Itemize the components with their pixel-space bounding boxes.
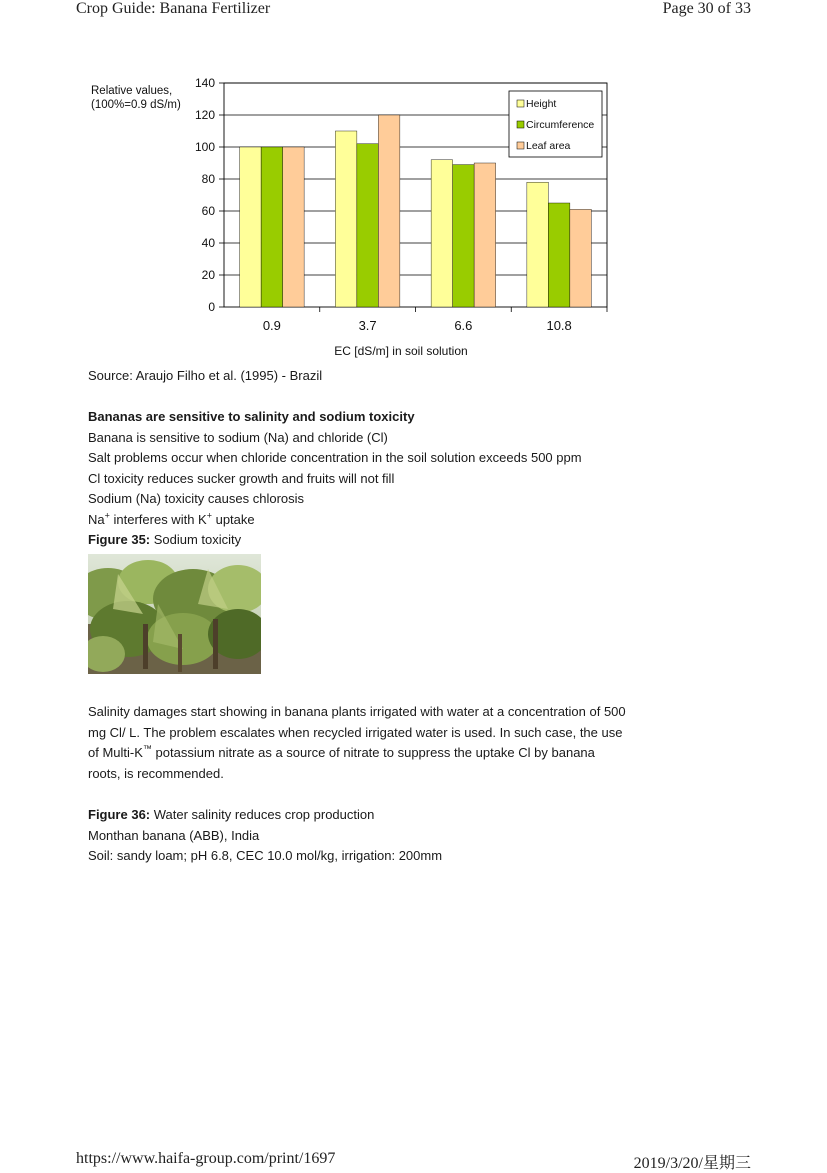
bar-circumference bbox=[357, 144, 379, 307]
header-title: Crop Guide: Banana Fertilizer bbox=[76, 0, 271, 17]
text-line: Monthan banana (ABB), India bbox=[88, 827, 260, 843]
y-axis-label: Relative values, bbox=[91, 85, 173, 97]
bar-height bbox=[240, 147, 262, 307]
legend-label: Circumference bbox=[526, 119, 595, 131]
sodium-toxicity-photo bbox=[88, 554, 261, 674]
bar-height bbox=[527, 182, 549, 307]
x-tick-label: 6.6 bbox=[454, 318, 473, 333]
text-line: Soil: sandy loam; pH 6.8, CEC 10.0 mol/kg, irrigation: 200mm bbox=[88, 848, 443, 863]
ec-relative-values-bar-chart bbox=[88, 72, 628, 362]
legend-label: Height bbox=[526, 98, 557, 110]
paragraph-block bbox=[88, 702, 628, 784]
text-line: Sodium (Na) toxicity causes chlorosis bbox=[88, 491, 305, 506]
bar-leaf-area bbox=[378, 115, 400, 307]
bar-leaf-area bbox=[283, 147, 305, 307]
y-tick-label: 0 bbox=[208, 300, 215, 314]
bar-leaf-area bbox=[474, 163, 496, 307]
content-block bbox=[88, 366, 628, 551]
bar-height bbox=[335, 131, 357, 307]
bar-leaf-area bbox=[570, 209, 592, 307]
y-tick-label: 20 bbox=[201, 268, 215, 282]
y-axis-label: (100%=0.9 dS/m) bbox=[91, 99, 181, 111]
header-page-number: Page 30 of 33 bbox=[662, 0, 751, 17]
x-tick-label: 3.7 bbox=[358, 318, 377, 333]
y-tick-label: 120 bbox=[194, 108, 215, 122]
x-tick-label: 0.9 bbox=[262, 318, 281, 333]
bar-height bbox=[431, 160, 453, 307]
figure-36-caption: Figure 36: Water salinity reduces crop production bbox=[88, 807, 375, 822]
legend-label: Leaf area bbox=[526, 140, 571, 152]
y-tick-label: 100 bbox=[194, 140, 215, 154]
chart-source: Source: Araujo Filho et al. (1995) - Brazil bbox=[88, 368, 323, 383]
y-tick-label: 40 bbox=[201, 236, 215, 250]
y-tick-label: 140 bbox=[194, 76, 215, 90]
na-k-line: Na+ interferes with K+ uptake bbox=[88, 510, 255, 527]
spacer bbox=[88, 387, 628, 408]
legend-swatch bbox=[517, 100, 524, 107]
figure-36-block bbox=[88, 805, 628, 867]
footer-date: 2019/3/20/星期三 bbox=[633, 1155, 751, 1172]
figure-35-caption: Figure 35: Sodium toxicity bbox=[88, 532, 242, 547]
text-line: Salt problems occur when chloride concentration in the soil solution exceeds 500 ppm bbox=[88, 450, 582, 465]
legend-swatch bbox=[517, 121, 524, 128]
text-line: Banana is sensitive to sodium (Na) and chloride (Cl) bbox=[88, 429, 388, 445]
legend-swatch bbox=[517, 142, 524, 149]
x-tick-label: 10.8 bbox=[546, 318, 572, 333]
x-axis-label: EC [dS/m] in soil solution bbox=[334, 344, 468, 358]
bar-circumference bbox=[261, 147, 283, 307]
salinity-paragraph: Salinity damages start showing in banana plants irrigated with water at a concentration of 500 mg Cl/ L. The problem escalates when recycled irrigated water is used. In such case, the use of Multi-K™ potassium nitrate as a source of nitrate to suppress the uptake Cl by banana roots, is recommended. bbox=[88, 704, 626, 781]
bar-circumference bbox=[548, 203, 570, 307]
bar-circumference bbox=[453, 165, 475, 307]
y-tick-label: 60 bbox=[201, 204, 215, 218]
section-heading: Bananas are sensitive to salinity and sodium toxicity bbox=[88, 409, 415, 424]
y-tick-label: 80 bbox=[201, 172, 215, 186]
text-line: Cl toxicity reduces sucker growth and fruits will not fill bbox=[88, 470, 395, 486]
footer-url: https://www.haifa-group.com/print/1697 bbox=[76, 1150, 336, 1167]
